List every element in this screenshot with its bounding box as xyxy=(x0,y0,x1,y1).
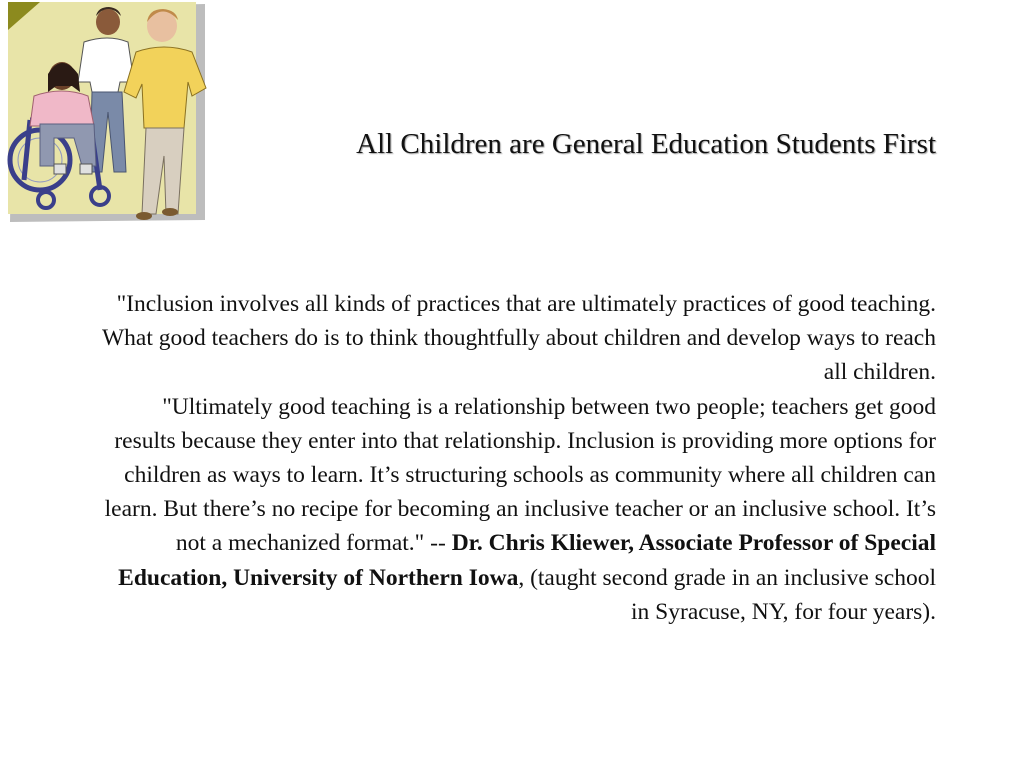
attribution-author: Dr. Chris Kliewer, Associate Professor of Special Education, University of Northern Iowa xyxy=(118,530,936,591)
quote-paragraph-2-text: "Ultimately good teaching is a relationship between two people; teachers get good results because they enter into that relationship. Inclusion is providing more options for children as ways to learn. It’s structuring schools as community where all children can learn. But there’s no recipe for becoming an inclusive teacher or an inclusive school. It’s not a mechanized format." -- xyxy=(104,393,936,557)
children-wheelchair-illustration xyxy=(0,0,215,232)
slide-title: All Children are General Education Students First xyxy=(356,128,936,160)
attribution-note: , (taught second grade in an inclusive school in Syracuse, NY, for four years). xyxy=(518,564,936,625)
quote-block xyxy=(100,287,936,629)
quote-paragraph-1: "Inclusion involves all kinds of practices that are ultimately practices of good teaching. What good teachers do is to think thoughtfully about children and develop ways to reach all children. xyxy=(101,291,936,386)
quote-paragraph-2 xyxy=(100,390,936,629)
